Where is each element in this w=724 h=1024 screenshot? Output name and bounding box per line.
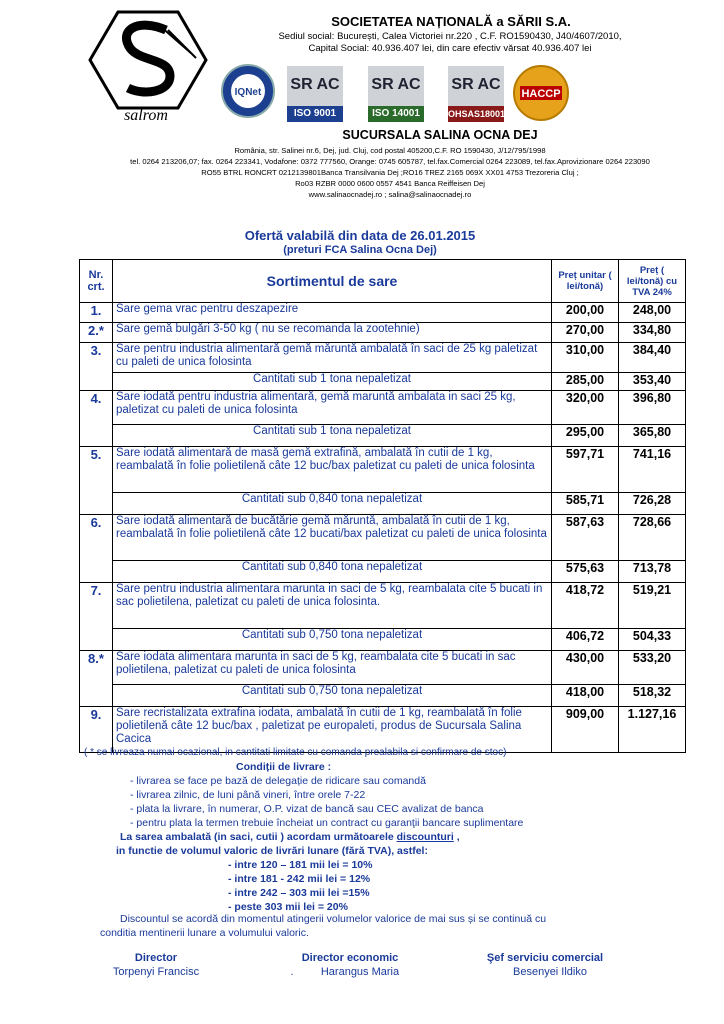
table-subrow bbox=[80, 425, 686, 447]
subrow-price: 418,00 bbox=[552, 685, 619, 707]
row-price: 270,00 bbox=[552, 323, 619, 343]
row-price-vat: 334,80 bbox=[619, 323, 686, 343]
table-row bbox=[80, 583, 686, 629]
subrow-price: 285,00 bbox=[552, 373, 619, 391]
row-price: 310,00 bbox=[552, 343, 619, 373]
discount-tier: - intre 181 - 242 mii lei = 12% bbox=[228, 873, 371, 885]
row-price: 418,72 bbox=[552, 583, 619, 629]
row-price-vat: 248,00 bbox=[619, 303, 686, 323]
row-nr: 1. bbox=[80, 303, 113, 323]
row-price-vat: 519,21 bbox=[619, 583, 686, 629]
row-desc: Sare iodată pentru industria alimentară, gemă maruntă ambalata in saci 25 kg, paletizat cu paleti de unica folosinta bbox=[113, 391, 552, 425]
row-nr: 5. bbox=[80, 447, 113, 515]
signature-role: Şef serviciu comercial bbox=[486, 952, 604, 964]
discount-tier: - peste 303 mii lei = 20% bbox=[228, 901, 348, 913]
branch-address: România, str. Salinei nr.6, Dej, jud. Cluj, cod postal 405200,C.F. RO 1590430, J/12/795/1998 bbox=[234, 146, 546, 155]
svg-text:salrom: salrom bbox=[124, 107, 168, 123]
table-subrow bbox=[80, 493, 686, 515]
row-price: 597,71 bbox=[552, 447, 619, 493]
subrow-price-vat: 353,40 bbox=[619, 373, 686, 391]
branch-bank-2: Ro03 RZBR 0000 0600 0557 4541 Banca Reiffeisen Dej bbox=[295, 179, 485, 188]
price-table bbox=[79, 259, 686, 753]
condition-item: - pentru plata la termen trebuie încheiat un contract cu garanţii bancare suplimentare bbox=[130, 817, 524, 829]
row-desc: Sare recristalizata extrafina iodata, ambalată în cutii de 1 kg, reambalată în folie polietilenă câte 12 buc/bax , paletizat pe europaleti, produs de Sucursala Salina Cacica bbox=[113, 707, 552, 753]
subrow-desc: Cantitati sub 1 tona nepaletizat bbox=[113, 373, 552, 391]
discount-note-2: conditia mentinerii lunare a volumului valoric. bbox=[100, 927, 309, 939]
signature-role: Director bbox=[134, 952, 178, 964]
table-row bbox=[80, 447, 686, 493]
table-subrow bbox=[80, 561, 686, 583]
signature-dot: . bbox=[290, 966, 294, 978]
row-nr: 7. bbox=[80, 583, 113, 651]
row-price-vat: 728,66 bbox=[619, 515, 686, 561]
subrow-price-vat: 713,78 bbox=[619, 561, 686, 583]
row-price: 909,00 bbox=[552, 707, 619, 753]
row-price: 587,63 bbox=[552, 515, 619, 561]
svg-text:IQNet: IQNet bbox=[234, 87, 262, 98]
offer-title: Ofertă valabilă din data de 26.01.2015 bbox=[244, 228, 476, 243]
header-price-vat: Preț ( lei/tonă) cu TVA 24% bbox=[619, 260, 686, 303]
condition-item: - plata la livrare, în numerar, O.P. vizat de bancă sau CEC avalizat de banca bbox=[130, 803, 484, 815]
iqnet-badge bbox=[220, 62, 276, 120]
table-row bbox=[80, 303, 686, 323]
ohsas-label: OHSAS18001 bbox=[448, 106, 504, 122]
signature-name: Harangus Maria bbox=[320, 966, 400, 978]
table-header bbox=[80, 260, 686, 303]
company-capital: Capital Social: 40.936.407 lei, din care efectiv vărsat 40.936.407 lei bbox=[308, 43, 592, 54]
table-row bbox=[80, 515, 686, 561]
row-nr: 3. bbox=[80, 343, 113, 391]
row-nr: 2.* bbox=[80, 323, 113, 343]
signature-role: Director economic bbox=[301, 952, 399, 964]
header-price: Preț unitar ( lei/tonă) bbox=[552, 260, 619, 303]
haccp-badge bbox=[512, 64, 570, 122]
table-row bbox=[80, 323, 686, 343]
signature-name: Torpenyi Francisc bbox=[112, 966, 200, 978]
iso9001-label: ISO 9001 bbox=[287, 106, 343, 122]
discount-tier: - intre 120 – 181 mii lei = 10% bbox=[228, 859, 373, 871]
row-price-vat: 1.127,16 bbox=[619, 707, 686, 753]
row-nr: 9. bbox=[80, 707, 113, 753]
iso14001-label: ISO 14001 bbox=[368, 106, 424, 122]
salrom-logo-icon bbox=[88, 8, 208, 123]
row-desc: Sare pentru industria alimentara marunta in saci de 5 kg, reambalata cite 5 bucati in sac polietilena, paletizat cu paleti de unica folosinta. bbox=[113, 583, 552, 629]
branch-bank-1: RO55 BTRL RONCRT 0212139801Banca Transilvania Dej ;RO16 TREZ 2165 069X XX01 4753 Trezoreria Cluj ; bbox=[201, 168, 579, 177]
row-price: 320,00 bbox=[552, 391, 619, 425]
row-price-vat: 396,80 bbox=[619, 391, 686, 425]
row-price-vat: 384,40 bbox=[619, 343, 686, 373]
subrow-desc: Cantitati sub 0,840 tona nepaletizat bbox=[113, 561, 552, 583]
subrow-desc: Cantitati sub 0,840 tona nepaletizat bbox=[113, 493, 552, 515]
ohsas-badge bbox=[448, 66, 504, 122]
subrow-desc: Cantitati sub 0,750 tona nepaletizat bbox=[113, 629, 552, 651]
branch-contact: www.salinaocnadej.ro ; salina@salinaocnadej.ro bbox=[308, 190, 472, 199]
subrow-price-vat: 726,28 bbox=[619, 493, 686, 515]
branch-title: SUCURSALA SALINA OCNA DEJ bbox=[342, 128, 538, 142]
row-desc: Sare iodată alimentară de masă gemă extrafină, ambalată în cutii de 1 kg, reambalată în folie polietilenă câte 12 buc/bax paletizat cu paleti de unica folosinta bbox=[113, 447, 552, 493]
row-price: 430,00 bbox=[552, 651, 619, 685]
row-price-vat: 741,16 bbox=[619, 447, 686, 493]
iso14001-badge bbox=[368, 66, 424, 122]
subrow-price: 406,72 bbox=[552, 629, 619, 651]
discount-word: discounturi bbox=[396, 831, 454, 843]
company-name: SOCIETATEA NAȚIONALĂ a SĂRII S.A. bbox=[331, 14, 571, 29]
subrow-price-vat: 504,33 bbox=[619, 629, 686, 651]
row-desc: Sare iodată alimentară de bucătărie gemă măruntă, ambalată în cutii de 1 kg, reambalată în folie polietilenă câte 12 bucati/bax paletizat cu paleti de unica folosinta bbox=[113, 515, 552, 561]
subrow-price: 295,00 bbox=[552, 425, 619, 447]
offer-subtitle: (preturi FCA Salina Ocna Dej) bbox=[283, 244, 437, 256]
company-address: Sediul social: București, Calea Victoriei nr.220 , C.F. RO1590430, J40/4607/2010, bbox=[278, 31, 622, 42]
subrow-price: 575,63 bbox=[552, 561, 619, 583]
row-desc: Sare gemă bulgări 3-50 kg ( nu se recomanda la zootehnie) bbox=[113, 323, 552, 343]
row-nr: 6. bbox=[80, 515, 113, 583]
subrow-desc: Cantitati sub 0,750 tona nepaletizat bbox=[113, 685, 552, 707]
subrow-price-vat: 518,32 bbox=[619, 685, 686, 707]
row-price-vat: 533,20 bbox=[619, 651, 686, 685]
row-desc: Sare pentru industria alimentară gemă măruntă ambalată în saci de 25 kg paletizat cu paleti de unica folosinta bbox=[113, 343, 552, 373]
subrow-price: 585,71 bbox=[552, 493, 619, 515]
header-nr: Nr. crt. bbox=[80, 260, 113, 303]
table-subrow bbox=[80, 685, 686, 707]
branch-phones: tel. 0264 213206,07; fax. 0264 223341, Vodafone: 0372 777560, Orange: 0745 605787, tel.fax.Comercial 0264 223089, tel.fax.Aprovizionare 0264 223090 bbox=[130, 157, 650, 166]
srac-label: SR AC bbox=[368, 66, 424, 106]
row-nr: 4. bbox=[80, 391, 113, 447]
iso9001-badge bbox=[287, 66, 343, 122]
row-price: 200,00 bbox=[552, 303, 619, 323]
condition-item: - livrarea se face pe bază de delegație de ridicare sau comandă bbox=[130, 775, 426, 787]
discount-line-2: in functie de volumul valoric de livrări lunare (fără TVA), astfel: bbox=[116, 845, 428, 857]
row-nr: 8.* bbox=[80, 651, 113, 707]
table-row bbox=[80, 343, 686, 373]
discount-note-1: Discountul se acordă din momentul atingerii volumelor valorice de mai sus și se continuă cu bbox=[120, 913, 547, 925]
conditions-title: Condiții de livrare : bbox=[236, 761, 332, 773]
discount-end: , bbox=[453, 831, 460, 843]
signature-name: Besenyei Ildiko bbox=[513, 966, 587, 978]
row-desc: Sare iodata alimentara marunta in saci de 5 kg, reambalata cite 5 bucati in sac polietilena, paletizat cu paleti de unica folosinta bbox=[113, 651, 552, 685]
svg-text:HACCP: HACCP bbox=[521, 88, 561, 100]
header-sortiment: Sortimentul de sare bbox=[113, 260, 552, 303]
table-row bbox=[80, 651, 686, 685]
discount-tier: - intre 242 – 303 mii lei =15% bbox=[228, 887, 370, 899]
footnote: ( * se livreaza numai ocazional, in cantitati limitate cu comanda prealabila si confirmare de stoc) bbox=[84, 747, 507, 758]
subrow-desc: Cantitati sub 1 tona nepaletizat bbox=[113, 425, 552, 447]
table-subrow bbox=[80, 373, 686, 391]
row-desc: Sare gema vrac pentru deszapezire bbox=[113, 303, 552, 323]
srac-label: SR AC bbox=[448, 66, 504, 106]
srac-label: SR AC bbox=[287, 66, 343, 106]
salrom-logo bbox=[88, 8, 208, 123]
table-subrow bbox=[80, 629, 686, 651]
condition-item: - livrarea zilnic, de luni până vineri, între orele 7-22 bbox=[130, 789, 366, 801]
subrow-price-vat: 365,80 bbox=[619, 425, 686, 447]
discount-intro: La sarea ambalată (in saci, cutii ) acordam următoarele bbox=[120, 831, 394, 843]
table-row bbox=[80, 391, 686, 425]
discount-line-1 bbox=[120, 830, 460, 844]
